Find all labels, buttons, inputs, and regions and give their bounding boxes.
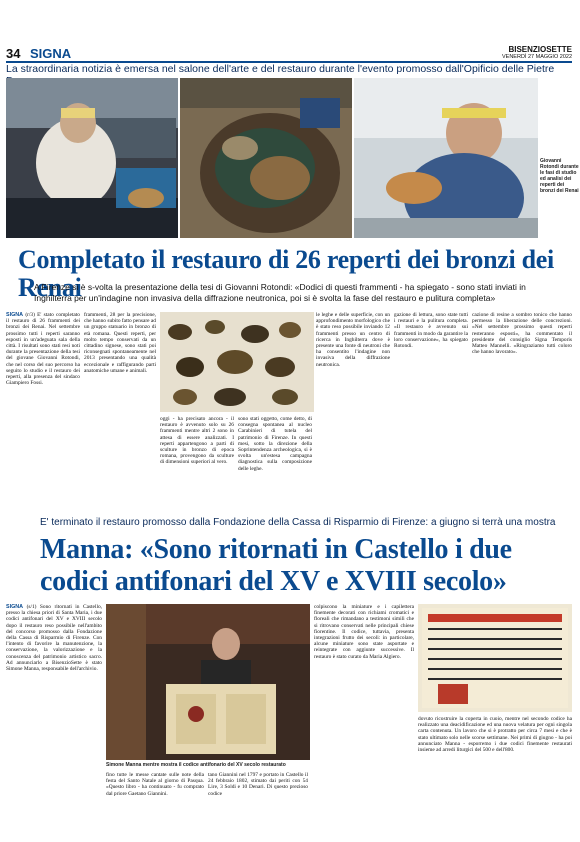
article2-column-3: colpiscono la miniature e i capilettera finemente decorati con richiami cromatici e floreali che rimandano a testimoni simili che si ritrovano conservati nelle principali chiese fiorentine. Il codice, tuttavia, presenta integrazioni frutto dei secoli: in particolare, alcune miniature sono state asportate e reintegrate con aggiunte successive. Il restauro è stato curato da Maria Algiero. xyxy=(314,604,414,660)
brand-name: BISENZIOSETTE xyxy=(508,45,572,54)
top-strap: La straordinaria notizia è emersa nel salone dell'arte e del restauro durante l'evento promosso dall'Opificio delle Pietre xyxy=(6,63,555,75)
photo-antiphonary xyxy=(418,604,572,712)
article2-column-2b: tano Giannini nel 1797 e portato in Castello il 24 febbraio 1802, stimato dai periti con 54 Lire, 3 Soldi e 10 Denari. Di questo prezioso codice xyxy=(208,772,308,797)
photo-fragments-table xyxy=(160,312,314,412)
subhead-bronzi: A Firenze si è s-volta la presentazione della tesi di Giovanni Rotondi: «Dodici di questi frammenti - ha spiegato - sono stati inviati in Inghilterra per un'indagine non invasiva della diffrazione neutronica, poi si è svolta la fase del restauro e pulitura completa» xyxy=(34,282,526,303)
photo-caption-manna: Simone Manna mentre mostra il codice antifonario del XV secolo restaurato xyxy=(106,762,286,768)
article1-column-4: sono stati oggetto, come detto, di consegna spontanea al nucleo Carabinieri di tutela del patrimonio di Firenze. In questi mesi, sotto la direzione della Soprintendenza archeologica, si è svolta un'estesa campagna diagnostica sulla composizione delle leghe. xyxy=(238,416,312,472)
photo-rotondi-analysis xyxy=(354,78,538,238)
article1-column-6: gazione di lettura, sono state tutti i restauri e la pulitura completa. «Il restauro è avvenuto sui frammenti in modo da garantire la loro conservazione», ha spiegato Rotondi. xyxy=(394,312,468,350)
headline-codici: Manna: «Sono ritornati in Castello i due codici antifonari del XV e XVIII secolo» xyxy=(40,534,512,597)
side-caption: Giovanni Rotondi durante le fasi di studio ed analisi dei reperti dei bronzi dei Renai xyxy=(540,158,579,194)
article1-column-2: frammenti, 28 per la precisione, che hanno subito fatto pensare ad un gruppo statuario in bronzo di età romana. Questi reperti, per molto tempo conservati da un cittadino signese, sono stati poi riconsegnati spontaneamente nel 2013 presentando una qualità eccezionale e raffigurando parti anatomiche umane e animali. xyxy=(84,312,156,374)
issue-date: VENERDÌ 27 MAGGIO 2022 xyxy=(502,54,572,60)
article2-col1-text: (s/1) Sono ritornati in Castello, presso la chiesa priori di Santa Maria, i due codici antifonari del XV e XVIII secolo dopo il restauro reso possibile nell'ambito del concorso promosso dalla Fondazione della Cassa di Risparmio di Firenze. Con l'intento di favorire la manutenzione, la conservazione, la valorizzazione e la conoscenza del patrimonio artistico sacro. Ad annunciarlo a BisenzioSette è stato Simone Manna, responsabile dell'archivio. xyxy=(6,604,102,673)
strap-codici: E' terminato il restauro promosso dalla Fondazione della Cassa di Risparmio di Firenze: a giugno si terrà una mostra xyxy=(40,517,556,528)
byline-tag: SIGNA xyxy=(6,312,24,318)
article1-column-5: le leghe e delle superficie, con un approfondimento morfologico che è stato reso possibile inviando 12 frammenti presso un centro di ricerca in Inghilterra dove è presente una fonte di neutroni che ha consentito l'indagine non invasiva della diffrazione neutronica. xyxy=(316,312,390,368)
photo-restorer xyxy=(6,78,178,238)
photo-manna-codex xyxy=(106,604,310,760)
byline-tag-2: SIGNA xyxy=(6,604,24,610)
headline-bronzi: Completato il restauro di 26 reperti dei bronzi dei Renai xyxy=(18,245,554,302)
article2-column-1 xyxy=(6,604,102,836)
article1-column-1 xyxy=(6,312,80,508)
article2-column-4: dovuto ricostruire la coperta in cuoio, mentre nel secondo codice ha realizzato una deacidificazione ed una nuova velatura per ogni singola carta contenuta. Un lavoro che si è protratto per circa 7 mesi e che è stato ultimato solo nelle scorse settimane. Nei primi di giugno - ha poi annunciato Manna - esporremo i due codici finemente restaurati insieme ad arredi liturgici del 500 e dell'800. xyxy=(418,716,572,754)
article1-column-7: cazione di resine a sombro tonico che hanno permesso la liberazione delle concrezioni. «Nel settembre prossimo questi reperti resteranno esposti», ha commentato il presidente del consiglio Signa Temporis Matteo Mannelli. «Ringraziamo tutti coloro che hanno lavorato». xyxy=(472,312,572,356)
page-number: 34 xyxy=(6,46,21,61)
article1-column-3: oggi - ha precisato ancora - il restauro è avvenuto solo su 26 frammenti mentre altri 2 sono in attesa di essere analizzati. I reperti appartengono a parti di sculture in bronzo di epoca romana, provengono da sculture di dimensioni superiori al vero. xyxy=(160,416,234,466)
article2-column-2a: fino tutte le messe cantate sulle note della festa del Santo Natale al giorno di Pasqua. «Questo libro - ha continuato - fu comprato dal priore Gaetano Giannini. xyxy=(106,772,204,797)
article1-col1-text: (r/3) E' stato completato il restauro di 26 frammenti dei bronzi dei Renai. Nel settembre prossimo tutti i reperti saranno esposti in un'adeguata sala della città. I risultati sono stati resi noti durante la presentazione della tesi del giovane Giovanni Rotondi, che nel corso del suo percorso ha seguito lo studio e il restauro dei reperti, alla presenza del sindaco Giampiero Fossi. xyxy=(6,312,80,387)
photo-bronze-fragments xyxy=(180,78,352,238)
section-title: SIGNA xyxy=(30,46,72,61)
masthead xyxy=(502,45,572,60)
